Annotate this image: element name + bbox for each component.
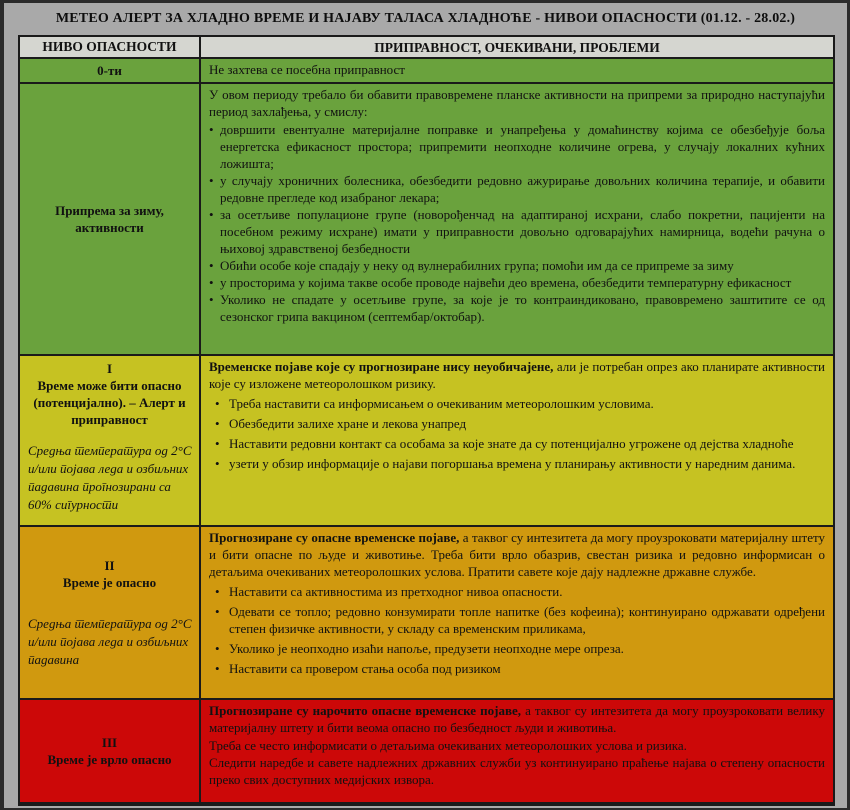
bullet-icon: • [215, 416, 220, 431]
level-cell [20, 700, 201, 802]
level-number: II [104, 557, 115, 573]
level-label: Време је врло опасно [47, 752, 172, 767]
lead-bold-text: Прогнозиране су опасне временске појаве, [209, 530, 460, 545]
bullet-text: Одевати се топло; редовно конзумирати топле напитке (без кофеина); континуирано одржавати одређени степен физичке активности, у складу са временским приликама, [229, 604, 825, 636]
level-label: Време може бити опасно (потенцијално). – Алерт и приправност [33, 378, 186, 427]
bullet-item [209, 455, 825, 472]
paragraph: Следити наредбе и савете надлежних државних служби уз континуирано праћење најава о степену опасности преко свих доступних медијских извора. [209, 755, 825, 787]
bullet-item [209, 206, 825, 257]
row-lead-text [209, 86, 825, 120]
bullet-list [209, 121, 825, 325]
level-cell [20, 527, 201, 698]
lead-regular-text: али је потребан опрез ако планирате активности које су изложене метеоролошком ризику. [209, 359, 825, 391]
table-row-level-3 [20, 700, 833, 804]
bullet-icon: • [209, 275, 214, 290]
lead-regular-text: У овом периоду требало би обавити правовремене планске активности на припреми за природно наступајући период захлађења, у смислу: [209, 87, 825, 119]
level-number: I [106, 361, 113, 376]
bullet-icon: • [215, 436, 220, 451]
bullet-icon: • [215, 661, 220, 676]
row-lead-text [209, 702, 825, 736]
level-note: Средња температура од 2°С и/или појава леда и озбиљних падавина прогнозирани са 60% сигурности [28, 443, 192, 512]
bullet-text: Наставити редовни контакт са особама за које знате да су потенцијално угрожене од дејства хладноће [229, 436, 794, 451]
level-label: Припрема за зиму, активности [55, 203, 164, 235]
level-number: III [101, 735, 118, 750]
lead-bold-text: Прогнозиране су нарочито опасне временске појаве, [209, 703, 521, 718]
level-number: 0-ти [97, 63, 122, 78]
bullet-item [209, 121, 825, 172]
column-header-preparedness: ПРИПРАВНОСТ, ОЧЕКИВАНИ, ПРОБЛЕМИ [374, 39, 660, 55]
bullet-item [209, 274, 825, 291]
bullet-item [209, 603, 825, 637]
bullet-text: Наставити са активностима из претходног нивоа опасности. [229, 584, 563, 599]
bullet-text: Обезбедити залихе хране и лекова унапред [229, 416, 467, 431]
description-cell [201, 356, 833, 525]
description-cell [201, 59, 833, 82]
bullet-item [209, 415, 825, 432]
description-cell [201, 527, 833, 698]
bullet-item [209, 660, 825, 677]
bullet-text: у случају хроничних болесника, обезбедити редовно ажурирање довољних количина терапије, и обавити редовне прегледе код изабраног лекара; [220, 173, 825, 205]
bullet-text: Треба наставити са информисањем о очекиваним метеоролошким условима. [229, 396, 654, 411]
row-lead-text [209, 358, 825, 392]
extra-paragraphs [209, 737, 825, 788]
bullet-icon: • [209, 292, 214, 307]
lead-regular-text: а таквог су интезитета да могу проузроковати материјалну штету и бити опасне по људе и животиње. Треба бити врло обазрив, свестан ризика и редовно информисан о детаљима очекиваних метеоролошких услова. Пратити савете које дају надлежне државне службе. [209, 530, 826, 579]
bullet-icon: • [215, 396, 220, 411]
bullet-item [209, 640, 825, 657]
level-cell [20, 59, 201, 82]
table-header-row [20, 37, 833, 59]
bullet-icon: • [209, 258, 214, 273]
page-title: МЕТЕО АЛЕРТ ЗА ХЛАДНО ВРЕМЕ И НАЈАВУ ТАЛАСА ХЛАДНОЋЕ - НИВОИ ОПАСНОСТИ (01.12. - 28.02.) [55, 11, 796, 26]
bullet-item [209, 583, 825, 600]
table-row-winter-preparation [20, 84, 833, 356]
row-lead-text [209, 61, 825, 78]
bullet-icon: • [209, 207, 214, 222]
bullet-item [209, 395, 825, 412]
level-label: Време је опасно [62, 574, 157, 590]
bullet-list [209, 395, 825, 472]
bullet-text: Уколико је неопходно изаћи напоље, предузети неопходне мере опреза. [229, 641, 624, 656]
bullet-text: у просторима у којима такве особе проводе највећи део времена, обезбедити температурну ефикасност [220, 275, 792, 290]
bullet-text: за осетљиве популационе групе (новорођенчад на адаптираној исхрани, слабо покретни, пацијенти на посебном режиму исхране) имати у приправности довољно одговарајућих намирница, водећи рачуна о њиховој здравственој безбедности [220, 207, 825, 256]
bullet-text: Уколико не спадате у осетљиве групе, за које је то контраиндиковано, правовремено заштитите се од сезонског грипа вакцином (септембар/октобар). [220, 292, 825, 324]
level-cell [20, 356, 201, 525]
table-row-level-0 [20, 59, 833, 84]
bullet-icon: • [215, 456, 220, 471]
bullet-text: узети у обзир информације о најави погоршања времена у планирању активности у наредним данима. [229, 456, 796, 471]
table-row-level-2 [20, 527, 833, 700]
bullet-icon: • [209, 173, 214, 188]
row-lead-text [209, 529, 825, 580]
bullet-icon: • [209, 122, 214, 137]
table-row-level-1 [20, 356, 833, 527]
bullet-text: Обићи особе које спадају у неку од вулнерабилних група; помоћи им да се припреме за зиму [220, 258, 734, 273]
bullet-text: довршити евентуалне материјалне поправке и унапређења у домаћинству којима се обезбеђује боља енергетска ефикасност простора; припремити неопходне количине огрева, у случају локалних кућних ложишта; [220, 122, 825, 171]
column-header-level: НИВО ОПАСНОСТИ [20, 37, 201, 57]
description-cell [201, 84, 833, 354]
alert-table [18, 35, 835, 806]
paragraph: Треба се често информисати о детаљима очекиваних метеоролошких услова и ризика. [209, 738, 687, 753]
level-note: Средња температура од 2°С и/или појава леда и озбиљних падавина [28, 615, 192, 667]
bullet-item [209, 257, 825, 274]
level-cell [20, 84, 201, 354]
lead-regular-text: Не захтева се посебна приправност [209, 62, 405, 77]
bullet-icon: • [215, 641, 220, 656]
bullet-list [209, 583, 825, 677]
bullet-item [209, 172, 825, 206]
bullet-icon: • [215, 604, 220, 619]
lead-bold-text: Временске појаве које су прогнозиране нису неуобичајене, [209, 359, 554, 374]
bullet-item [209, 291, 825, 325]
bullet-text: Наставити са провером стања особа под ризиком [229, 661, 501, 676]
description-cell [201, 700, 833, 802]
bullet-item [209, 435, 825, 452]
bullet-icon: • [215, 584, 220, 599]
lead-regular-text: а таквог су интезитета да могу проузроковати велику материјалну штету и бити веома опасно по безбедност људи и животиња. [209, 703, 825, 735]
